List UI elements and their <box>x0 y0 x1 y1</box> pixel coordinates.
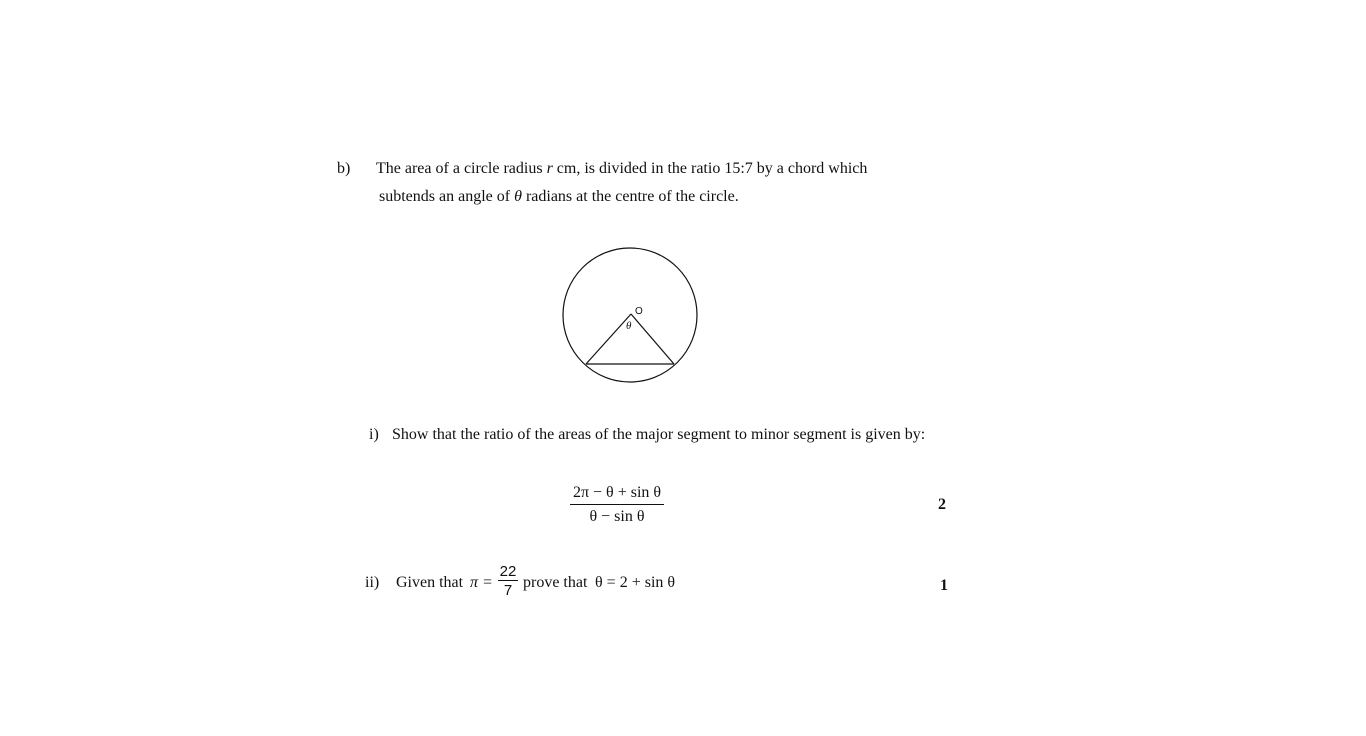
part-label: b) <box>337 160 351 177</box>
intro-text: cm, is divided in the ratio 15:7 by a chord which <box>552 160 868 177</box>
pi-fraction <box>497 563 519 599</box>
intro-line-2 <box>379 188 739 206</box>
pi-numerator: 22 <box>499 563 517 580</box>
intro-line-1 <box>376 160 867 178</box>
pi-fraction-bar <box>498 580 518 581</box>
angle-label: θ <box>626 320 632 332</box>
fraction-bar <box>570 504 664 505</box>
part-i-label: i) <box>369 426 379 443</box>
radius-variable: r <box>546 160 553 177</box>
pi-equals: π = <box>470 574 493 591</box>
prove-equation: θ = 2 + sin θ <box>595 574 676 591</box>
fraction-denominator: θ − sin θ <box>589 508 645 525</box>
radius-line-right <box>631 314 674 364</box>
intro-text: radians at the centre of the circle. <box>521 188 739 205</box>
fraction-numerator: 2π − θ + sin θ <box>572 484 662 501</box>
ratio-fraction <box>568 483 666 527</box>
intro-text: subtends an angle of <box>379 188 515 205</box>
pi-denominator: 7 <box>503 582 513 599</box>
given-text: Given that <box>396 574 464 591</box>
circle-chord-diagram <box>555 240 707 390</box>
centre-label: O <box>635 306 643 317</box>
part-i-marks: 2 <box>938 496 946 513</box>
angle-variable: θ <box>514 188 522 205</box>
radius-line-left <box>586 314 631 364</box>
intro-text: The area of a circle radius <box>376 160 547 177</box>
part-i-text: Show that the ratio of the areas of the major segment to minor segment is given by: <box>392 426 926 443</box>
prove-text: prove that <box>523 574 588 591</box>
part-ii-label: ii) <box>365 574 380 591</box>
part-ii-marks: 1 <box>940 577 948 594</box>
